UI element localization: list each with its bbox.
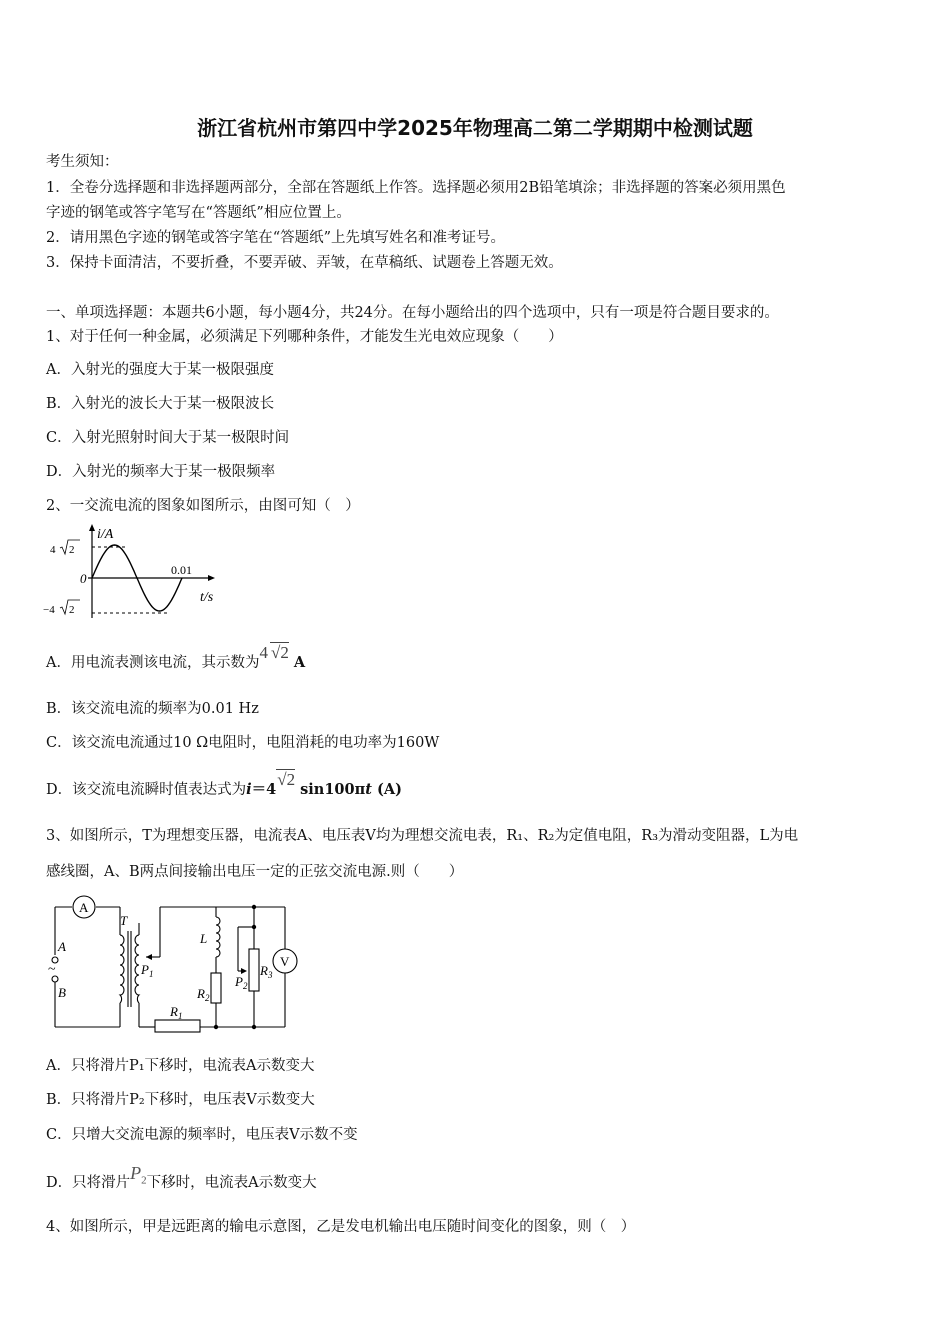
q1-option-a: A．入射光的强度大于某一极限强度	[46, 362, 274, 378]
q3-option-a: A．只将滑片P₁下移时，电流表A示数变大	[46, 1058, 315, 1074]
q2-option-a-text: A．用电流表测该电流，其示数为	[46, 655, 260, 671]
q3-option-d-post: 下移时，电流表A示数变大	[146, 1175, 317, 1191]
q4-stem: 4、如图所示，甲是远距离的输电示意图，乙是发电机输出电压随时间变化的图象，则（ ）	[46, 1219, 636, 1235]
q2-ymax-coef: 4	[50, 544, 56, 556]
q2-ymin-arg: 2	[69, 604, 75, 616]
q3-option-c: C．只增大交流电源的频率时，电压表V示数不变	[46, 1127, 358, 1143]
q3-r3	[249, 949, 259, 991]
q2-option-d-sin: sin100π	[295, 781, 366, 798]
q2-option-d	[46, 770, 402, 800]
section-heading: 一、单项选择题：本题共6小题，每小题4分，共24分。在每小题给出的四个选项中，只有一项是符合题目要求的。	[46, 305, 779, 321]
q3-option-d-p2: $P_2$	[130, 1163, 147, 1187]
q3-option-d	[46, 1163, 317, 1199]
q2-option-a-value	[259, 643, 288, 663]
q2-ymax-arg: 2	[69, 544, 75, 556]
notice-line-3: 3．保持卡面清洁，不要折叠，不要弄破、弄皱，在草稿纸、试题卷上答题无效。	[46, 255, 563, 271]
q2-option-d-eq: ＝4	[251, 781, 277, 798]
q3-r1-label: $R_1$	[170, 1004, 183, 1021]
q2-option-a-radical: √2	[270, 643, 289, 662]
q3-r1	[155, 1020, 200, 1032]
notice-heading: 考生须知：	[46, 154, 119, 170]
q2-ylabel: i/A	[97, 527, 114, 542]
notice-line-1b: 字迹的钢笔或答字笔写在“答题纸”相应位置上。	[46, 205, 351, 221]
q2-ymin-coef: −4	[43, 604, 55, 616]
q3-transformer-label: T	[120, 913, 128, 928]
q3-option-d-pre: D．只将滑片	[46, 1175, 131, 1191]
q3-p2-label: $P_2$	[235, 974, 248, 991]
q1-option-d: D．入射光的频率大于某一极限频率	[46, 464, 276, 480]
q2-xtick: 0.01	[171, 563, 192, 577]
q2-option-d-tail: (A)	[371, 781, 402, 798]
q2-option-a-arg: 2	[280, 643, 289, 662]
q3-circuit-diagram	[40, 893, 310, 1038]
q2-option-d-text: D．该交流电流瞬时值表达式为	[46, 782, 247, 798]
q2-option-d-i: i	[246, 781, 252, 798]
q2-option-c: C．该交流电流通过10 Ω电阻时，电阻消耗的电功率为160W	[46, 735, 440, 751]
q2-xlabel: t/s	[200, 590, 214, 605]
q2-origin: 0	[80, 571, 87, 586]
q2-option-a-unit: A	[288, 654, 306, 671]
q3-voltmeter-label: V	[280, 954, 290, 969]
q3-stem-1: 3、如图所示，T为理想变压器，电流表A、电压表V均为理想交流电表，R₁、R₂为定值电阻，R₃为滑动变阻器，L为电	[46, 828, 799, 844]
q3-point-a-label: A	[58, 939, 66, 954]
q3-stem-2: 感线圈，A、B两点间接输出电压一定的正弦交流电源.则（ ）	[46, 864, 464, 880]
q3-ac-symbol: ~	[48, 962, 56, 977]
q3-ammeter-label: A	[79, 900, 89, 915]
q2-stem: 2、一交流电流的图象如图所示，由图可知（ ）	[46, 498, 360, 514]
q2-option-d-arg: 2	[286, 770, 296, 789]
notice-line-2: 2．请用黑色字迹的钢笔或答字笔在“答题纸”上先填写姓名和准考证号。	[46, 230, 506, 246]
q1-stem: 1、对于任何一种金属，必须满足下列哪种条件，才能发生光电效应现象（ ）	[46, 329, 563, 345]
q3-p1-label: $P_1$	[141, 962, 154, 979]
q2-option-b: B．该交流电流的频率为0.01 Hz	[46, 701, 259, 717]
q2-option-a-coef: 4	[259, 643, 268, 662]
q3-r3-label: $R_3$	[260, 963, 273, 980]
q3-option-b: B．只将滑片P₂下移时，电压表V示数变大	[46, 1092, 315, 1108]
q1-option-c: C．入射光照射时间大于某一极限时间	[46, 430, 290, 446]
q3-point-b-label: B	[58, 985, 66, 1000]
q3-r2-label: $R_2$	[197, 986, 210, 1003]
q2-option-d-t: t	[365, 781, 372, 798]
q3-r2	[211, 973, 221, 1003]
q2-option-d-radical: √2	[277, 770, 296, 789]
page-title: 浙江省杭州市第四中学2025年物理高二第二学期期中检测试题	[197, 116, 753, 140]
q2-option-a	[46, 643, 306, 673]
q1-option-b: B．入射光的波长大于某一极限波长	[46, 396, 275, 412]
q2-ac-graph	[40, 522, 230, 622]
notice-line-1a: 1．全卷分选择题和非选择题两部分，全部在答题纸上作答。选择题必须用2B铅笔填涂；非选择题的答案必须用黑色	[46, 180, 786, 196]
q3-inductor-label: L	[200, 931, 208, 946]
